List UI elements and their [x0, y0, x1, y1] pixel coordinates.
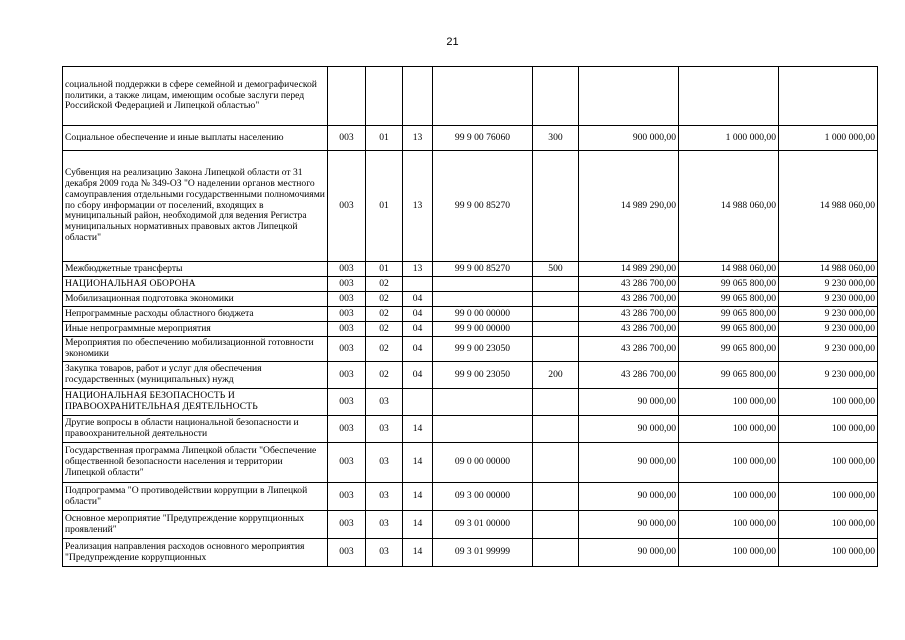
table-row: [63, 126, 878, 151]
amount-year-1: 90 000,00: [579, 539, 679, 567]
gr-code: 003: [328, 511, 366, 539]
amount-year-3: 1 000 000,00: [779, 126, 878, 151]
amount-year-3: 9 230 000,00: [779, 337, 878, 362]
target-article-code: 09 3 00 00000: [433, 483, 533, 511]
item-name: Иные непрограммные мероприятия: [63, 322, 328, 337]
item-name: НАЦИОНАЛЬНАЯ ОБОРОНА: [63, 277, 328, 292]
section-code: 03: [366, 483, 403, 511]
subsection-code: [403, 389, 433, 416]
section-code: 01: [366, 151, 403, 262]
amount-year-2: 100 000,00: [679, 511, 779, 539]
target-article-code: 09 3 01 00000: [433, 511, 533, 539]
section-code: [366, 67, 403, 126]
amount-year-1: 43 286 700,00: [579, 277, 679, 292]
item-name: Субвенция на реализацию Закона Липецкой области от 31 декабря 2009 года № 349-ОЗ "О наделении органов местного самоуправления отдельными государственными полномочиями по сбору информации от поселений, входящих в муниципальный район, необходимой для ведения Регистра муниципальных нормативных правовых актов Липецкой области": [63, 151, 328, 262]
subsection-code: [403, 67, 433, 126]
amount-year-1: 90 000,00: [579, 416, 679, 443]
amount-year-3: 100 000,00: [779, 416, 878, 443]
subsection-code: 13: [403, 126, 433, 151]
amount-year-2: 14 988 060,00: [679, 262, 779, 277]
table-row: [63, 292, 878, 307]
amount-year-1: 90 000,00: [579, 443, 679, 483]
amount-year-2: 100 000,00: [679, 416, 779, 443]
section-code: 02: [366, 322, 403, 337]
amount-year-3: 9 230 000,00: [779, 362, 878, 389]
target-article-code: 99 9 00 23050: [433, 362, 533, 389]
amount-year-2: 100 000,00: [679, 483, 779, 511]
expense-type-code: [533, 443, 579, 483]
gr-code: 003: [328, 416, 366, 443]
target-article-code: [433, 416, 533, 443]
amount-year-1: 43 286 700,00: [579, 322, 679, 337]
table-row: [63, 362, 878, 389]
amount-year-3: 9 230 000,00: [779, 322, 878, 337]
gr-code: 003: [328, 539, 366, 567]
gr-code: [328, 67, 366, 126]
item-name: Реализация направления расходов основного мероприятия "Предупреждение коррупционных: [63, 539, 328, 567]
expense-type-code: [533, 292, 579, 307]
expense-type-code: [533, 277, 579, 292]
amount-year-1: 43 286 700,00: [579, 292, 679, 307]
subsection-code: 14: [403, 443, 433, 483]
target-article-code: 99 9 00 85270: [433, 151, 533, 262]
target-article-code: [433, 292, 533, 307]
subsection-code: 13: [403, 151, 433, 262]
table-row: [63, 511, 878, 539]
amount-year-3: 100 000,00: [779, 389, 878, 416]
section-code: 02: [366, 337, 403, 362]
expense-type-code: [533, 67, 579, 126]
target-article-code: 99 9 00 00000: [433, 322, 533, 337]
amount-year-3: 100 000,00: [779, 539, 878, 567]
subsection-code: 04: [403, 307, 433, 322]
table-row: [63, 151, 878, 262]
amount-year-2: 100 000,00: [679, 539, 779, 567]
budget-table: [62, 66, 878, 567]
subsection-code: [403, 277, 433, 292]
table-row: [63, 67, 878, 126]
table-row: [63, 262, 878, 277]
subsection-code: 04: [403, 292, 433, 307]
section-code: 03: [366, 511, 403, 539]
item-name: Закупка товаров, работ и услуг для обеспечения государственных (муниципальных) нужд: [63, 362, 328, 389]
subsection-code: 14: [403, 511, 433, 539]
expense-type-code: [533, 322, 579, 337]
page-number: 21: [446, 36, 459, 48]
amount-year-3: 100 000,00: [779, 511, 878, 539]
target-article-code: 99 9 00 85270: [433, 262, 533, 277]
target-article-code: [433, 67, 533, 126]
section-code: 02: [366, 307, 403, 322]
item-name: Непрограммные расходы областного бюджета: [63, 307, 328, 322]
section-code: 03: [366, 443, 403, 483]
section-code: 03: [366, 389, 403, 416]
gr-code: 003: [328, 151, 366, 262]
table-row: [63, 389, 878, 416]
amount-year-3: 14 988 060,00: [779, 151, 878, 262]
gr-code: 003: [328, 322, 366, 337]
expense-type-code: [533, 483, 579, 511]
section-code: 03: [366, 416, 403, 443]
item-name: Подпрограмма "О противодействии коррупции в Липецкой области": [63, 483, 328, 511]
amount-year-1: 90 000,00: [579, 511, 679, 539]
item-name: социальной поддержки в сфере семейной и демографической политики, а также лицам, имеющим особые заслуги перед Российской Федерацией и Липецкой областью": [63, 67, 328, 126]
subsection-code: 04: [403, 322, 433, 337]
item-name: Мероприятия по обеспечению мобилизационной готовности экономики: [63, 337, 328, 362]
expense-type-code: 500: [533, 262, 579, 277]
gr-code: 003: [328, 362, 366, 389]
item-name: Основное мероприятие "Предупреждение коррупционных проявлений": [63, 511, 328, 539]
table-row: [63, 307, 878, 322]
amount-year-1: 90 000,00: [579, 389, 679, 416]
table-row: [63, 539, 878, 567]
section-code: 02: [366, 277, 403, 292]
expense-type-code: [533, 389, 579, 416]
table-row: [63, 483, 878, 511]
amount-year-2: 100 000,00: [679, 443, 779, 483]
expense-type-code: [533, 511, 579, 539]
gr-code: 003: [328, 307, 366, 322]
expense-type-code: [533, 416, 579, 443]
expense-type-code: [533, 539, 579, 567]
expense-type-code: [533, 307, 579, 322]
amount-year-3: 9 230 000,00: [779, 277, 878, 292]
gr-code: 003: [328, 389, 366, 416]
section-code: 03: [366, 539, 403, 567]
gr-code: 003: [328, 292, 366, 307]
amount-year-1: 90 000,00: [579, 483, 679, 511]
item-name: Мобилизационная подготовка экономики: [63, 292, 328, 307]
target-article-code: [433, 277, 533, 292]
amount-year-2: 99 065 800,00: [679, 337, 779, 362]
subsection-code: 14: [403, 539, 433, 567]
target-article-code: 09 3 01 99999: [433, 539, 533, 567]
table-row: [63, 322, 878, 337]
table-row: [63, 443, 878, 483]
amount-year-2: 99 065 800,00: [679, 362, 779, 389]
amount-year-2: 14 988 060,00: [679, 151, 779, 262]
item-name: Государственная программа Липецкой области "Обеспечение общественной безопасности населения и территории Липецкой области": [63, 443, 328, 483]
subsection-code: 04: [403, 362, 433, 389]
amount-year-2: 100 000,00: [679, 389, 779, 416]
gr-code: 003: [328, 443, 366, 483]
amount-year-2: 99 065 800,00: [679, 322, 779, 337]
section-code: 01: [366, 126, 403, 151]
item-name: НАЦИОНАЛЬНАЯ БЕЗОПАСНОСТЬ И ПРАВООХРАНИТЕЛЬНАЯ ДЕЯТЕЛЬНОСТЬ: [63, 389, 328, 416]
gr-code: 003: [328, 483, 366, 511]
gr-code: 003: [328, 126, 366, 151]
table-row: [63, 416, 878, 443]
amount-year-3: [779, 67, 878, 126]
amount-year-2: [679, 67, 779, 126]
section-code: 02: [366, 362, 403, 389]
amount-year-2: 99 065 800,00: [679, 292, 779, 307]
gr-code: 003: [328, 262, 366, 277]
subsection-code: 04: [403, 337, 433, 362]
target-article-code: 99 0 00 00000: [433, 307, 533, 322]
amount-year-3: 14 988 060,00: [779, 262, 878, 277]
amount-year-3: 100 000,00: [779, 443, 878, 483]
expense-type-code: [533, 337, 579, 362]
subsection-code: 14: [403, 416, 433, 443]
target-article-code: 99 9 00 76060: [433, 126, 533, 151]
section-code: 01: [366, 262, 403, 277]
amount-year-1: 43 286 700,00: [579, 307, 679, 322]
expense-type-code: 300: [533, 126, 579, 151]
amount-year-1: 900 000,00: [579, 126, 679, 151]
item-name: Межбюджетные трансферты: [63, 262, 328, 277]
expense-type-code: [533, 151, 579, 262]
target-article-code: 09 0 00 00000: [433, 443, 533, 483]
amount-year-2: 1 000 000,00: [679, 126, 779, 151]
item-name: Социальное обеспечение и иные выплаты населению: [63, 126, 328, 151]
expense-type-code: 200: [533, 362, 579, 389]
gr-code: 003: [328, 277, 366, 292]
amount-year-3: 100 000,00: [779, 483, 878, 511]
subsection-code: 14: [403, 483, 433, 511]
item-name: Другие вопросы в области национальной безопасности и правоохранительной деятельности: [63, 416, 328, 443]
amount-year-1: 43 286 700,00: [579, 337, 679, 362]
amount-year-3: 9 230 000,00: [779, 292, 878, 307]
amount-year-2: 99 065 800,00: [679, 277, 779, 292]
amount-year-1: [579, 67, 679, 126]
amount-year-1: 14 989 290,00: [579, 151, 679, 262]
target-article-code: [433, 389, 533, 416]
amount-year-3: 9 230 000,00: [779, 307, 878, 322]
amount-year-2: 99 065 800,00: [679, 307, 779, 322]
subsection-code: 13: [403, 262, 433, 277]
amount-year-1: 14 989 290,00: [579, 262, 679, 277]
table-row: [63, 277, 878, 292]
gr-code: 003: [328, 337, 366, 362]
section-code: 02: [366, 292, 403, 307]
table-row: [63, 337, 878, 362]
amount-year-1: 43 286 700,00: [579, 362, 679, 389]
target-article-code: 99 9 00 23050: [433, 337, 533, 362]
